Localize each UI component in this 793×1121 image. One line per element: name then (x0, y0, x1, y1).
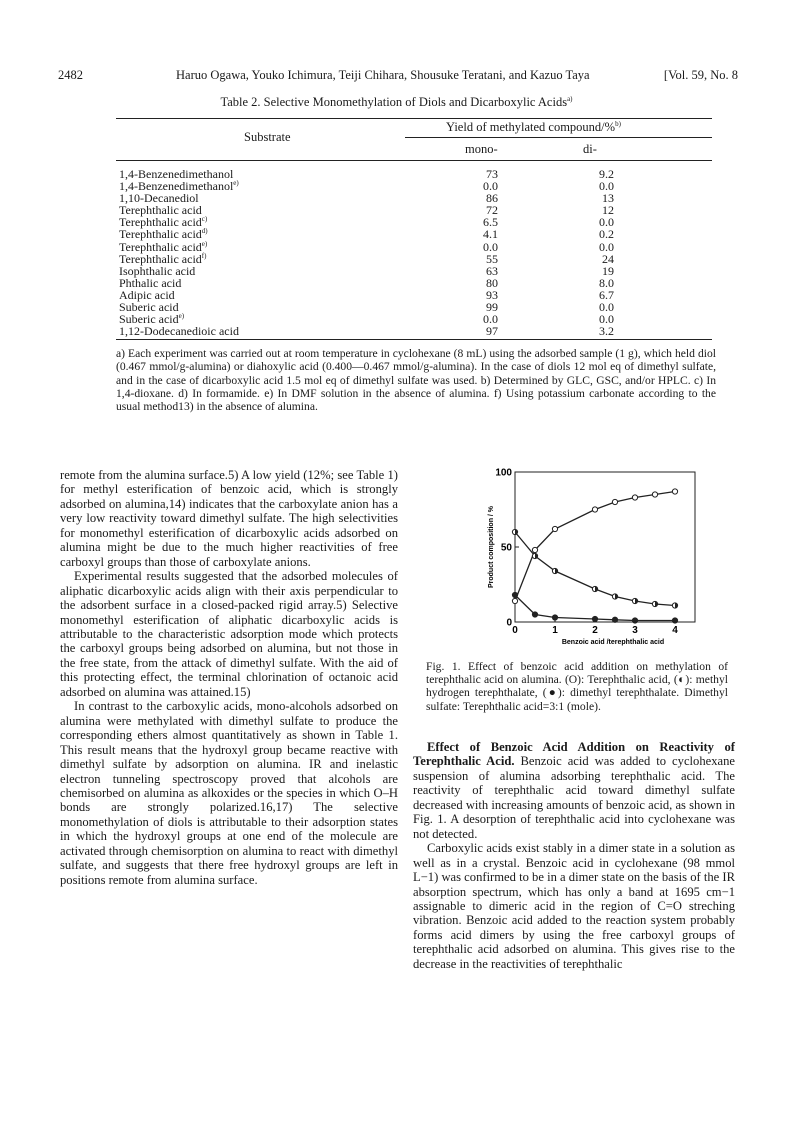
cell-di: 0.0 (599, 179, 614, 194)
data-point (592, 616, 597, 621)
volume-info: [Vol. 59, No. 8 (663, 68, 738, 82)
cell-substrate: Terephthalic acid$^{d)}$ (119, 227, 208, 242)
right-column (413, 740, 735, 971)
paragraph: Benzoic acid was added to cyclohexane suspension of alumina adsorbing terephthalic acid. The reactivity of terephthalic acid toward dimethyl sulfate decreased with increasing amounts of benzoic acid, as shown in Fig. 1. A desorption of terephthalic acid into cyclohexane was not detected. (413, 754, 735, 841)
paragraph: Experimental results suggested that the adsorbed molecules of aliphatic dicarboxylic acids align with their axis perpendicular to the adsorbent surface in a closed-packed rigid array.5) Selective monomethyl esterification of aliphatic dicarboxylic acids is attributable to the characteristic adsorption mode which protects the carboxyl groups being adsorbed on alumina, but not those in the free state, from the attack of dimethyl sulfate. With the aid of this protecting effect, the terminal chlorination of octanoic acid adsorbed on alumina was attained.15) (60, 569, 398, 699)
table-row (116, 277, 712, 289)
cell-di: 19 (602, 263, 614, 278)
cell-mono: 72 (486, 203, 498, 218)
table-body (116, 168, 712, 337)
cell-mono: 93 (486, 287, 498, 302)
cell-di: 0.2 (599, 227, 614, 242)
data-point (632, 618, 637, 623)
cell-di: 3.2 (599, 324, 614, 339)
x-tick-label: 3 (632, 625, 638, 636)
cell-mono: 4.1 (483, 227, 498, 242)
cell-di: 13 (602, 191, 614, 206)
caption-footnote-mark: a) (567, 94, 573, 103)
cell-di: 0.0 (599, 312, 614, 327)
x-tick-label: 0 (512, 625, 518, 636)
x-tick-label: 1 (552, 625, 558, 636)
y-tick-label: 50 (500, 542, 512, 554)
data-point (672, 618, 677, 623)
cell-substrate: Terephthalic acid$^{c)}$ (119, 215, 208, 230)
cell-mono: 0.0 (483, 239, 498, 254)
cell-substrate: Phthalic acid (119, 275, 182, 290)
x-axis-label: Benzoic acid /terephthalic acid (561, 639, 665, 646)
left-column (60, 468, 398, 887)
table-row (116, 325, 712, 337)
table-footnote: a) Each experiment was carried out at room temperature in cyclohexane (8 mL) using the adsorbed sample (1 g), which held diol (0.467 mmol/g-alumina) or diahoxylic acid (0.400—0.467 mmol/g-alumina). In the case of diols 12 mol eq of dimethyl sulfate, and in the case of dicarboxylic acid 1.5 mol eq of dimethyl sulfate was used. b) Determined by GLC, GSC, and/or HPLC. c) In 1,4-dioxane. d) In formamide. e) In DMF solution in the absence of alumina. f) Using potassium carbonate according to the usual method13) in the absence of alumina. (116, 347, 716, 414)
data-point (632, 495, 637, 500)
cell-substrate: 1,10-Decanediol (119, 191, 199, 206)
cell-substrate: 1,12-Dodecanedioic acid (119, 324, 239, 339)
figure-caption: Fig. 1. Effect of benzoic acid addition on methylation of terephthalic acid on alumina. (O): Terephthalic acid, (◐): methyl hydrogen terephthalate, (●): dimethyl terephthalate. Dimethyl sulfate: Terephthalic acid=3:1 (mole). (426, 660, 728, 713)
cell-substrate: 1,4-Benzenedimethanol$^{e)}$ (119, 179, 239, 194)
data-point (612, 499, 617, 504)
data-point (532, 612, 537, 617)
paragraph: In contrast to the carboxylic acids, mono-alcohols adsorbed on alumina were methylated with dimethyl sulfate to produce the corresponding ethers almost quantitatively as shown in Table 1. This result means that the hydroxyl group became reactive with dimethyl sulfate by adsorption on alumina. IR and inelastic electron tunneling spectroscopy proved that alcohols are chemisorbed on alumina as alkoxides or the species in which O–H bonds are strongly polarized.16,17) The selective monomethylation of diols is attributable to their adsorption states in which the hydroxyl groups at one end of the molecule are activated through chemisorption on alumina to react with dimethyl sulfate, and suggests that there free hydroxyl groups are left in positions remote from alumina surface. (60, 699, 398, 887)
header-di: di- (583, 142, 597, 156)
cell-mono: 99 (486, 300, 498, 315)
figure-1-chart (470, 460, 730, 655)
cell-di: 0.0 (599, 239, 614, 254)
cell-di: 12 (602, 203, 614, 218)
table-row (116, 301, 712, 313)
header-yield: Yield of methylated compound/%$^{b)}$ (446, 119, 621, 134)
cell-di: 0.0 (599, 215, 614, 230)
cell-mono: 0.0 (483, 312, 498, 327)
cell-substrate: 1,4-Benzenedimethanol (119, 167, 234, 181)
data-point (552, 615, 557, 620)
cell-di: 6.7 (599, 287, 614, 302)
x-tick-label: 2 (592, 625, 598, 636)
cell-mono: 86 (486, 191, 498, 206)
table-top-rule (116, 118, 712, 119)
paragraph: Carboxylic acids exist stably in a dimer state in a solution as well as in a crystal. Benzoic acid in cyclohexane (98 mmol L−1) was confirmed to be in a dimer state on the basis of the IR absorption spectrum, which has only a band at 1695 cm−1 assignable to dimeric acid in the region of C=O streching vibration. Benzoic acid added to the reaction system probably forms acid dimers by using the free carboxyl groups of terephthalic acid adsorbed on alumina. This gives rise to the decrease in the reactivities of terephthalic (413, 841, 735, 971)
table-bottom-rule (116, 339, 712, 340)
series-line-1 (515, 532, 675, 606)
paragraph: remote from the alumina surface.5) A low yield (12%; see Table 1) for methyl esterification of benzoic acid, which is strongly adsorbed on alumina,14) indicates that the carboxylate anion has a very low reactivity toward dimethyl sulfate. The high selectivities for monomethyl esterification of dicarboxylic acids adsorbed on alumina might be due to the much higher reactivities of free carboxyl groups than those of carboxylate anions. (60, 468, 398, 569)
page-number: 2482 (58, 68, 83, 82)
section-heading: Effect of Benzoic Acid Addition on Reactivity of Terephthalic Acid. (413, 740, 735, 769)
x-tick-label: 4 (672, 625, 678, 636)
cell-mono: 55 (486, 251, 498, 266)
running-header (58, 68, 738, 86)
cell-di: 9.2 (599, 167, 614, 181)
cell-substrate: Isophthalic acid (119, 263, 196, 278)
cell-di: 8.0 (599, 275, 614, 290)
header-mono: mono- (465, 142, 498, 156)
data-point (672, 489, 677, 494)
table-row (116, 253, 712, 265)
cell-substrate: Terephthalic acid$^{e)}$ (119, 239, 208, 254)
cell-mono: 63 (486, 263, 498, 278)
plot-frame (515, 472, 695, 622)
data-point (552, 526, 557, 531)
table-row (116, 289, 712, 301)
table-row (116, 192, 712, 204)
cell-substrate: Terephthalic acid (119, 203, 202, 218)
table-header-rule (116, 160, 712, 161)
y-tick-label: 100 (495, 467, 512, 479)
table-row (116, 180, 712, 192)
cell-substrate: Suberic acid$^{e)}$ (119, 312, 185, 327)
author-list: Haruo Ogawa, Youko Ichimura, Teiji Chihara, Shousuke Teratani, and Kazuo Taya (176, 68, 590, 82)
table-row (116, 265, 712, 277)
data-point (512, 592, 517, 597)
cell-mono: 73 (486, 167, 498, 181)
cell-mono: 97 (486, 324, 498, 339)
cell-di: 0.0 (599, 300, 614, 315)
data-point (612, 617, 617, 622)
data-point (512, 598, 517, 603)
cell-substrate: Adipic acid (119, 287, 175, 302)
cell-mono: 6.5 (483, 215, 498, 230)
cell-substrate: Suberic acid (119, 300, 179, 315)
data-point (532, 547, 537, 552)
cell-mono: 80 (486, 275, 498, 290)
header-substrate: Substrate (244, 130, 291, 144)
table-caption: Table 2. Selective Monomethylation of Diols and Dicarboxylic Acids$^{a)}$ (220, 94, 573, 109)
data-point (592, 507, 597, 512)
cell-mono: 0.0 (483, 179, 498, 194)
table-sub-rule (405, 137, 712, 138)
y-tick-label: 0 (506, 617, 512, 629)
cell-substrate: Terephthalic acid$^{f)}$ (119, 251, 207, 266)
data-point (652, 492, 657, 497)
cell-di: 24 (602, 251, 614, 266)
y-axis-label: Product composition / % (488, 505, 495, 589)
